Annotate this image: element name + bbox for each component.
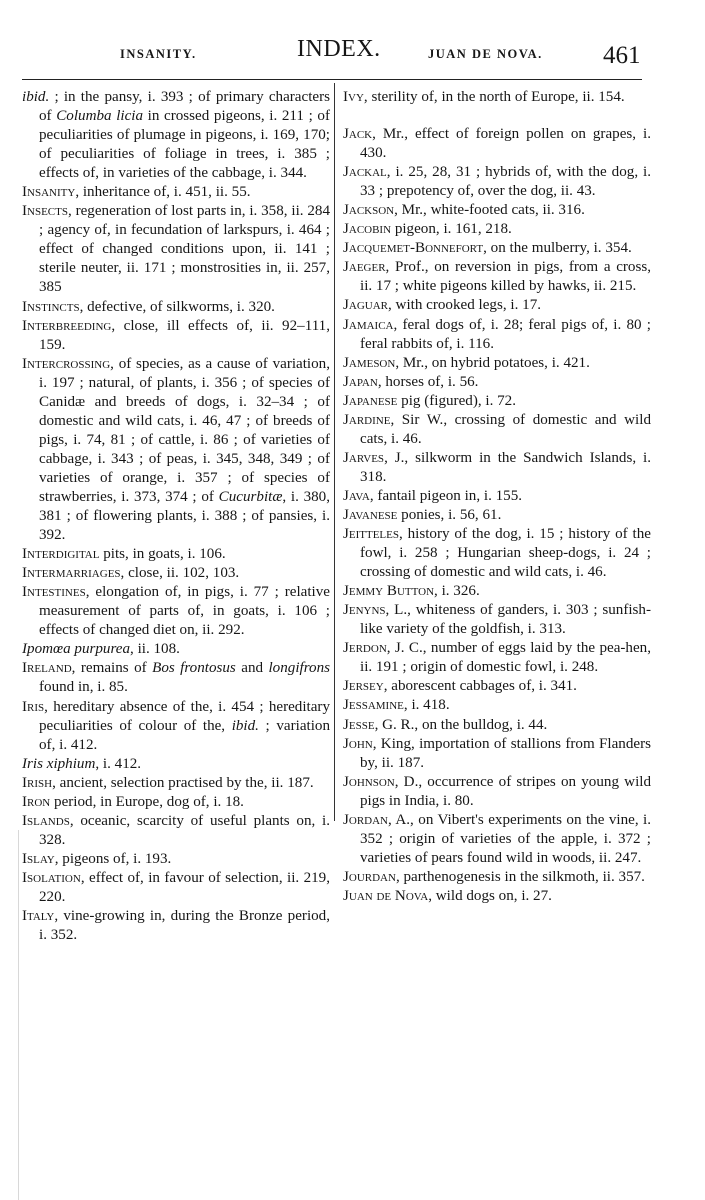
entry-headword: Islands (22, 812, 70, 829)
entry-italic-text: longifrons (268, 660, 330, 677)
entry-text: , L., whiteness of ganders, i. 303 ; sunfish-like variety of the goldfish, i. 313. (360, 602, 651, 638)
entry-headword: Intercrossing (22, 355, 111, 372)
index-entry (22, 88, 330, 183)
index-entry (343, 639, 651, 677)
entry-text: ; in the pansy, i. 393 ; of primary characters of (39, 89, 330, 125)
entry-text: , horses of, i. 56. (377, 373, 479, 390)
entry-text: , i. 412. (95, 755, 142, 772)
entry-text: , i. 380, 381 ; of flowering plants, i. 388 ; of pansies, i. 392. (39, 488, 331, 544)
entry-text: , wild dogs on, i. 27. (428, 887, 552, 904)
entry-text: , feral dogs of, i. 28; feral pigs of, i. 80 ; feral rabbits of, i. 116. (360, 316, 651, 352)
entry-text: , fantail pigeon in, i. 155. (369, 487, 523, 504)
index-entry (343, 601, 651, 639)
entry-italic-text: Ipomœa purpurea (22, 641, 131, 658)
entry-headword: Intermarriages (22, 565, 121, 582)
index-entry (22, 907, 330, 945)
index-entry (22, 640, 330, 659)
entry-text: , on the mulberry, i. 354. (483, 240, 632, 257)
entry-text: , Mr., white-footed cats, ii. 316. (394, 202, 585, 219)
entry-text: ; variation of, i. 412. (39, 717, 330, 753)
entry-headword: Jamaica (343, 316, 394, 333)
entry-headword: Johnson (343, 773, 395, 790)
entry-headword: Japanese (343, 392, 398, 409)
entry-headword: Jersey (343, 678, 384, 695)
entry-text: , effect of, in favour of selection, ii. 219, 220. (39, 869, 330, 905)
index-entry (22, 850, 330, 869)
index-entry (343, 696, 651, 715)
entry-text: , King, importation of stallions from Flanders by, ii. 187. (360, 735, 651, 771)
right-guide-word: JUAN DE NOVA. (428, 47, 543, 61)
entry-headword: Jourdan (343, 868, 396, 885)
entry-headword: Jesse (343, 716, 375, 733)
index-entry (343, 525, 651, 582)
entry-headword: Jordan (343, 811, 388, 828)
index-entry (343, 506, 651, 525)
index-entry (343, 201, 651, 220)
entry-italic-text: ibid. (22, 89, 50, 105)
entry-headword: Ivy (343, 89, 364, 105)
index-column-left (22, 88, 330, 945)
entry-headword: Jaeger (343, 259, 386, 276)
entry-headword: Jeitteles (343, 526, 399, 543)
index-entry (343, 373, 651, 392)
entry-text: , history of the dog, i. 15 ; history of the fowl, i. 258 ; Hungarian sheep-dogs, i. 24 ; crossing of domestic and wild cats, i. 46. (360, 526, 651, 581)
entry-text: , inheritance of, i. 451, ii. 55. (75, 184, 251, 201)
entry-text: , G. R., on the bulldog, i. 44. (374, 716, 548, 733)
entry-text: , close, ill effects of, ii. 92–111, 159. (39, 317, 330, 353)
entry-text: , aborescent cabbages of, i. 341. (383, 678, 577, 695)
index-entry (343, 88, 651, 107)
entry-headword: John (343, 735, 373, 752)
entry-text: pits, in goats, i. 106. (99, 546, 226, 563)
index-entry (343, 677, 651, 696)
index-entry (343, 735, 651, 773)
index-entry (343, 316, 651, 354)
entry-headword: Insanity (22, 184, 76, 201)
entry-text: , A., on Vibert's experiments on the vine, i. 352 ; origin of varieties of the apple, i. 372 ; varieties of pears found wild in woods, ii. 247. (360, 811, 651, 866)
index-entry (22, 583, 330, 640)
entry-text: , of species, as a cause of variation, i. 197 ; natural, of plants, i. 356 ; of species of Canidæ and breeds of dogs, i. 32–34 ; of domestic and wild cats, i. 46, 47 ; of breeds of pigs, i. 74, 81 ; of cattle, i. 86 ; of varieties of cabbage, i. 343 ; of peas, i. 345, 348, 349 ; of varieties of orange, i. 357 ; of species of strawberries, i. 373, 374 ; of (39, 355, 330, 505)
index-title: INDEX. (297, 36, 381, 62)
index-entry (22, 298, 330, 317)
entry-text: and (235, 660, 269, 677)
entry-text: , Prof., on reversion in pigs, from a cross, ii. 17 ; white pigeons killed by hawks, ii. 215. (360, 259, 651, 295)
index-entry (343, 773, 651, 811)
entry-headword: Jack (343, 126, 373, 143)
entry-headword: Jarves (343, 449, 385, 466)
index-entry (343, 296, 651, 315)
entry-text: , close, ii. 102, 103. (120, 565, 240, 582)
entry-headword: Jemmy Button (343, 583, 435, 600)
entry-headword: Iron (22, 793, 51, 810)
entry-headword: Irish (22, 774, 53, 791)
left-guide-word: INSANITY. (120, 47, 197, 61)
index-entry (22, 698, 330, 755)
entry-headword: Italy (22, 908, 55, 925)
header-rule (22, 79, 642, 80)
index-entry (22, 545, 330, 564)
entry-headword: Jackson (343, 202, 395, 219)
entry-headword: Jacobin (343, 221, 392, 238)
entry-headword: Jackal (343, 164, 387, 181)
entry-text: , parthenogenesis in the silkmoth, ii. 357. (395, 868, 645, 885)
entry-text: , with crooked legs, i. 17. (388, 297, 542, 314)
entry-headword: Japan (343, 373, 378, 390)
index-entry (22, 317, 330, 355)
entry-headword: Jessamine (343, 697, 404, 714)
index-entry (22, 183, 330, 202)
entry-text: , oceanic, scarcity of useful plants on, i. 328. (39, 812, 330, 848)
entry-text: , Mr., effect of foreign pollen on grapes, i. 430. (360, 126, 651, 162)
entry-text: in crossed pigeons, i. 211 ; of peculiarities of plumage in pigeons, i. 169, 170; of peculiarities of foliage in trees, i. 385 ; effects of, in varieties of the cabbage, i. 344. (39, 108, 330, 182)
entry-italic-text: Iris xiphium (22, 755, 96, 772)
entry-text: , J., silkworm in the Sandwich Islands, i. 318. (360, 449, 651, 485)
index-entry (343, 716, 651, 735)
index-entry (343, 411, 651, 449)
entry-text: period, in Europe, dog of, i. 18. (50, 793, 244, 810)
entry-headword: Isolation (22, 869, 81, 886)
entry-headword: Interbreeding (22, 317, 112, 334)
entry-text: , ii. 108. (130, 641, 180, 658)
entry-headword: Jacquemet-Bonnefort (343, 240, 484, 257)
entry-text: , remains of (71, 660, 153, 677)
entry-text: pigeon, i. 161, 218. (391, 221, 512, 238)
entry-headword: Islay (22, 850, 55, 867)
entry-text: ponies, i. 56, 61. (397, 506, 502, 523)
entry-italic-text: Bos frontosus (152, 660, 236, 677)
entry-text: , pigeons of, i. 193. (54, 850, 172, 867)
entry-text: , hereditary absence of the, i. 454 ; hereditary peculiarities of colour of the, (39, 698, 330, 734)
entry-text: , D., occurrence of stripes on young wild pigs in India, i. 80. (360, 773, 651, 809)
entry-headword: Juan de Nova (343, 887, 429, 904)
entry-headword: Jerdon (343, 640, 387, 657)
index-entry (343, 487, 651, 506)
index-entry (343, 163, 651, 201)
entry-headword: Jardine (343, 411, 391, 428)
index-entry (343, 887, 651, 906)
margin-mark (18, 830, 19, 1200)
entry-text: , Mr., on hybrid potatoes, i. 421. (395, 354, 590, 371)
entry-text: , ancient, selection practised by the, ii. 187. (52, 774, 314, 791)
entry-headword: Jaguar (343, 297, 388, 314)
entry-text: , i. 25, 28, 31 ; hybrids of, with the dog, i. 33 ; prepotency of, over the dog, ii. 43. (360, 164, 651, 200)
page-number: 461 (603, 42, 641, 69)
column-divider (334, 83, 335, 821)
index-entry (22, 564, 330, 583)
index-entry (22, 355, 330, 545)
index-entry (343, 582, 651, 601)
entry-text: pig (figured), i. 72. (397, 392, 517, 409)
entry-headword: Java (343, 487, 370, 504)
index-entry (22, 869, 330, 907)
index-entry (22, 755, 330, 774)
entry-headword: Instincts (22, 298, 80, 315)
index-entry (343, 239, 651, 258)
index-entry (22, 659, 330, 697)
entry-headword: Iris (22, 698, 45, 715)
index-entry (343, 392, 651, 411)
running-header (0, 0, 705, 80)
entry-headword: Ireland (22, 660, 72, 677)
index-entry (343, 220, 651, 239)
entry-headword: Javanese (343, 506, 398, 523)
index-entry (343, 868, 651, 887)
index-entry (22, 793, 330, 812)
entry-text: , vine-growing in, during the Bronze period, i. 352. (39, 908, 330, 944)
entry-headword: Jameson (343, 354, 396, 371)
entry-text: , defective, of silkworms, i. 320. (79, 298, 275, 315)
index-entry (343, 125, 651, 163)
index-entry (343, 449, 651, 487)
entry-italic-text: Cucurbitæ (218, 488, 283, 505)
entry-text: , i. 418. (403, 697, 450, 714)
entry-headword: Insects (22, 203, 68, 220)
index-entry (22, 812, 330, 850)
entry-headword: Jenyns (343, 602, 386, 619)
index-column-right (343, 88, 651, 906)
entry-italic-text: ibid. (231, 717, 259, 734)
entry-headword: Interdigital (22, 546, 100, 563)
entry-text: , J. C., number of eggs laid by the pea-hen, ii. 191 ; origin of domestic fowl, i. 248. (360, 640, 651, 676)
entry-headword: Intestines (22, 584, 86, 601)
index-entry (343, 354, 651, 373)
entry-text: , elongation of, in pigs, i. 77 ; relative measurement of parts of, in goats, i. 106 ; effects of changed diet on, ii. 292. (39, 584, 330, 639)
entry-text: , i. 326. (434, 583, 480, 600)
entry-italic-text: Columba licia (56, 108, 144, 125)
index-entry (343, 258, 651, 296)
entry-text: , Sir W., crossing of domestic and wild cats, i. 46. (360, 411, 651, 447)
index-entry (343, 811, 651, 868)
entry-text: , sterility of, in the north of Europe, ii. 154. (363, 89, 625, 105)
entry-text: found in, i. 85. (39, 679, 128, 696)
entry-text: , regeneration of lost parts in, i. 358, ii. 284 ; agency of, in fecundation of larkspurs, i. 464 ; effect of changed conditions upon, ii. 141 ; sterile neuter, ii. 171 ; monstrosities in, ii. 257, 385 (39, 203, 330, 296)
index-entry (22, 774, 330, 793)
index-entry (22, 202, 330, 297)
